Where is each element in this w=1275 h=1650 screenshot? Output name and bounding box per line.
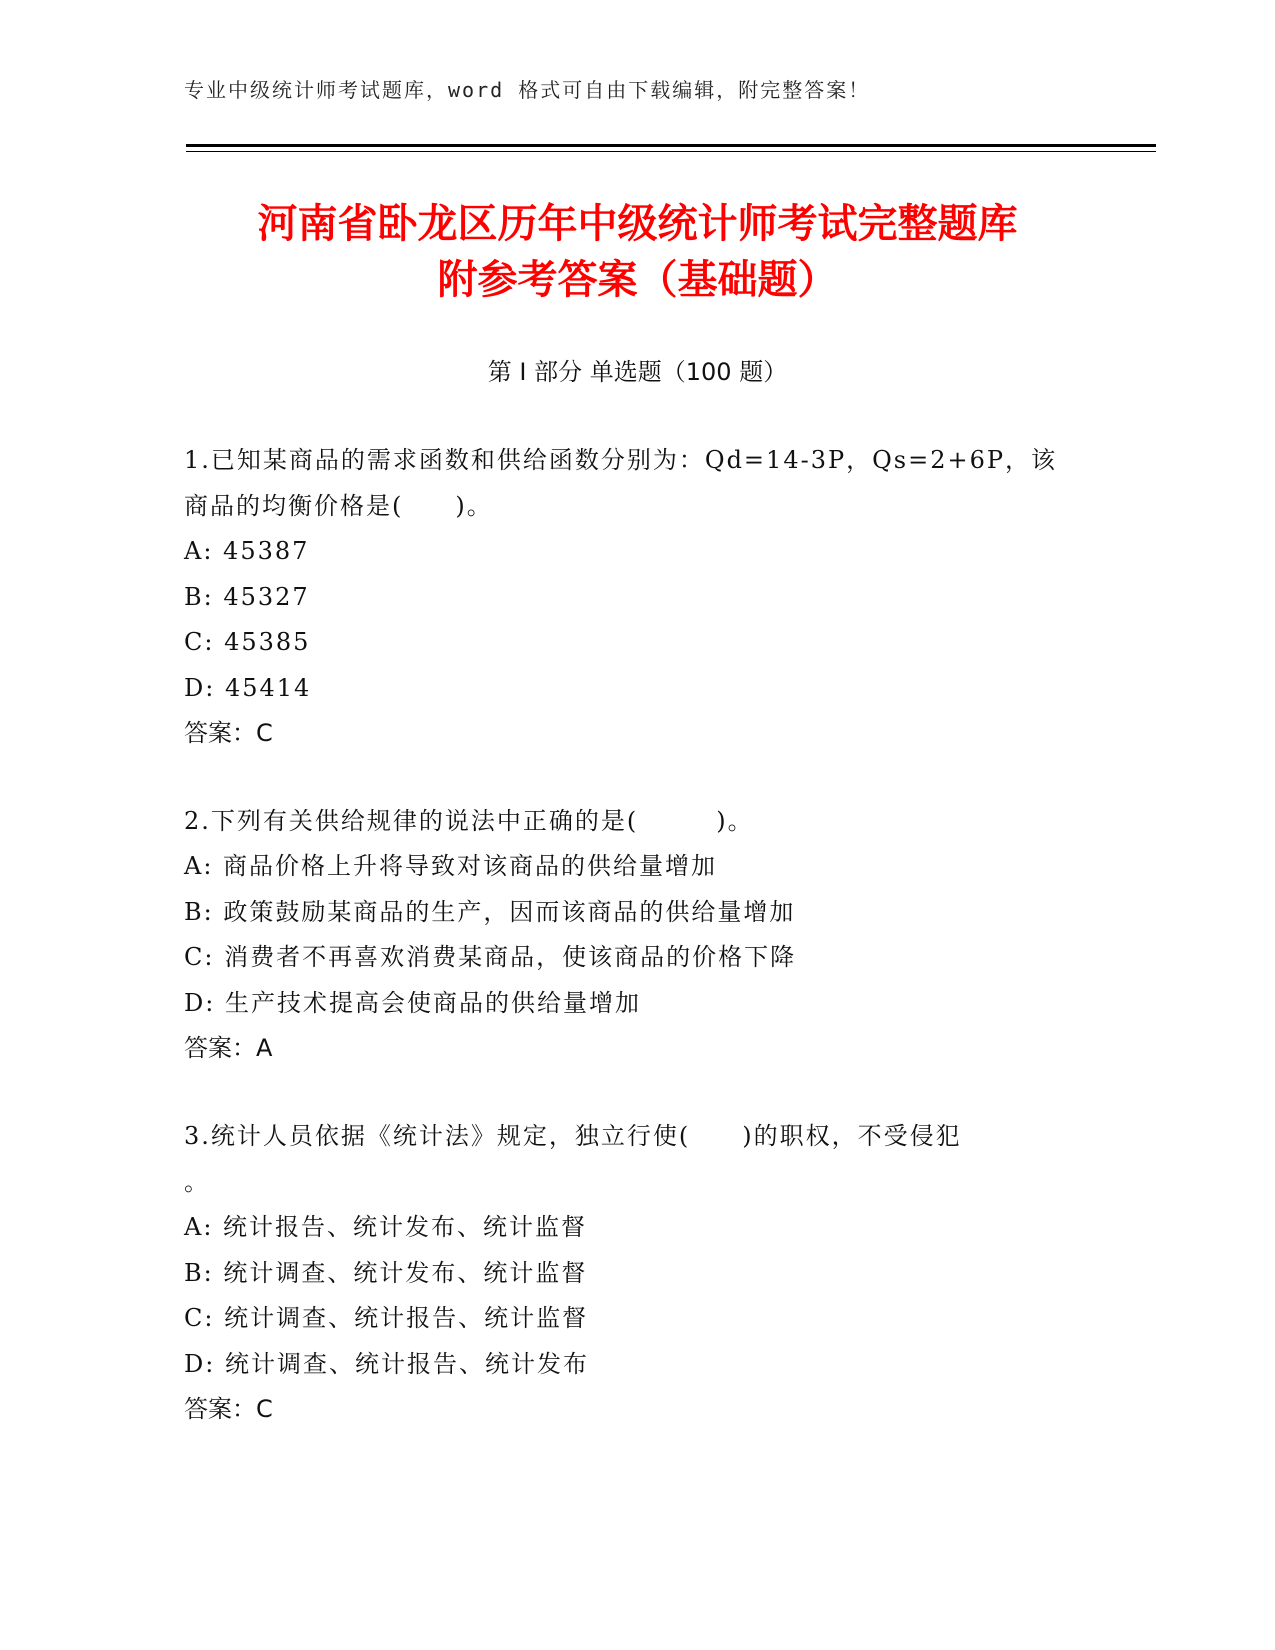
- question-2: [184, 798, 1084, 1071]
- question-2-option-d: D: 生产技术提高会使商品的供给量增加: [184, 988, 641, 1017]
- question-list: [184, 437, 1084, 1474]
- question-2-option-a: A: 商品价格上升将导致对该商品的供给量增加: [184, 852, 718, 880]
- question-3-answer: 答案：C: [184, 1395, 273, 1423]
- question-2-option-c: C: 消费者不再喜欢消费某商品，使该商品的价格下降: [184, 943, 797, 971]
- question-3: [184, 1113, 1084, 1432]
- question-1-option-a: A: 45387: [184, 537, 310, 565]
- question-2-line-1: 2.下列有关供给规律的说法中正确的是( )。: [184, 807, 754, 835]
- question-1-option-d: D: 45414: [184, 673, 312, 702]
- title-line-2: 附参考答案（基础题）: [437, 257, 838, 303]
- question-1-answer: 答案：C: [184, 719, 273, 747]
- question-3-line-2: 。: [184, 1168, 210, 1196]
- question-2-answer: 答案：A: [184, 1034, 273, 1062]
- question-3-line-1: 3.统计人员依据《统计法》规定，独立行使( )的职权，不受侵犯: [184, 1122, 962, 1150]
- page-title: [0, 196, 1275, 308]
- question-2-option-b: B: 政策鼓励某商品的生产，因而该商品的供给量增加: [184, 897, 796, 926]
- header-note: 专业中级统计师考试题库，word 格式可自由下载编辑，附完整答案！: [184, 78, 871, 102]
- section-heading: 第 I 部分 单选题（100 题）: [487, 358, 788, 386]
- question-1-option-b: B: 45327: [184, 582, 310, 611]
- question-3-option-a: A: 统计报告、统计发布、统计监督: [184, 1213, 588, 1241]
- question-1-line-1: 1.已知某商品的需求函数和供给函数分别为：Qd=14-3P，Qs=2+6P，该: [184, 446, 1058, 474]
- question-1: [184, 437, 1084, 756]
- header-rule-thick: [186, 144, 1156, 147]
- title-line-1: 河南省卧龙区历年中级统计师考试完整题库: [257, 201, 1018, 247]
- header-rule-thin: [186, 151, 1156, 152]
- question-1-line-2: 商品的均衡价格是( )。: [184, 492, 493, 520]
- question-3-option-b: B: 统计调查、统计发布、统计监督: [184, 1258, 588, 1287]
- question-3-option-d: D: 统计调查、统计报告、统计发布: [184, 1349, 589, 1378]
- question-1-option-c: C: 45385: [184, 628, 311, 656]
- question-3-option-c: C: 统计调查、统计报告、统计监督: [184, 1304, 589, 1332]
